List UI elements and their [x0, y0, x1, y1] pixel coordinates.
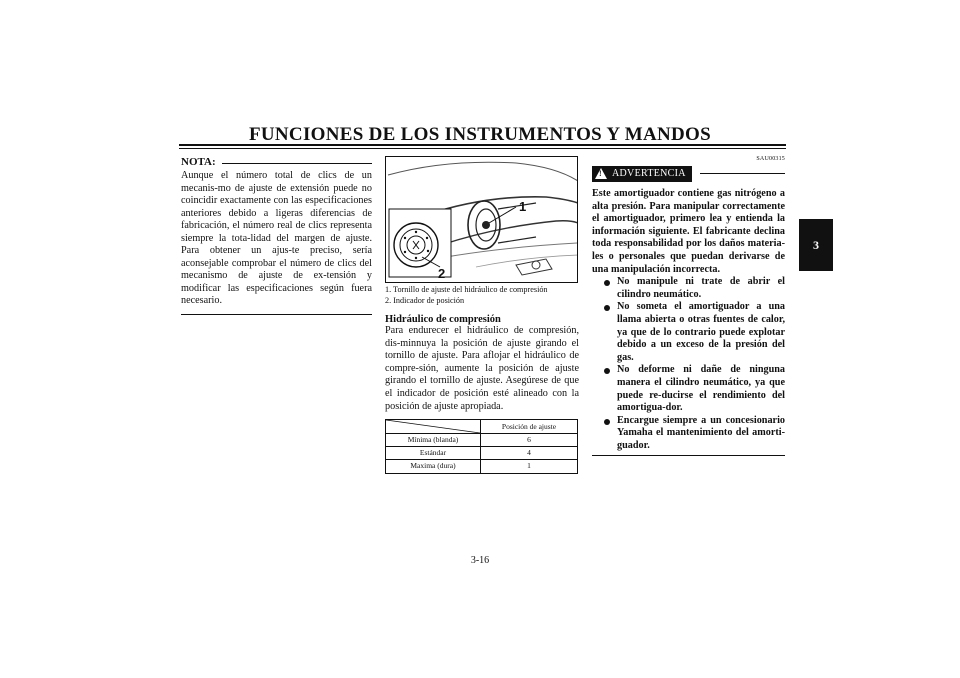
figure-captions — [385, 285, 579, 306]
adjustment-table — [385, 419, 578, 474]
section-title: Hidráulico de compresión — [385, 314, 501, 325]
table-row-rule — [386, 459, 577, 460]
bullet-icon — [604, 280, 610, 286]
warning-bottom-rule — [592, 455, 785, 456]
warning-bullets — [592, 276, 785, 452]
callout-1: 1 — [519, 199, 527, 214]
table-row-rule — [386, 433, 577, 434]
bullet-text: No someta el amortiguador a una llama abierta o otras fuentes de calor, ya que de lo contrario puede explotar debido a un exceso de la presión del gas. — [617, 301, 785, 363]
bullet-text: No deforme ni dañe de ninguna manera el cilindro neumático, ya que puede re-ducirse el rendimiento del amortigua-dor. — [617, 364, 785, 414]
shock-absorber-illustration — [386, 157, 578, 283]
warning-text: Este amortiguador contiene gas nitrógeno a alta presión. Para manipular correctamente el amortiguador, primero lea y entienda la información siguiente. El fabricante declina toda responsabilidad por los daños materia-les o personales que puedan derivarse de una manipulación incorrecta. — [592, 188, 785, 275]
shock-absorber-figure — [385, 156, 578, 283]
table-header: Posición de ajuste — [501, 422, 557, 431]
table-row-label: Estándar — [419, 448, 447, 457]
warning-badge — [592, 166, 692, 182]
list-item — [592, 364, 785, 414]
list-item — [592, 276, 785, 301]
caption-2: 2. Indicador de posición — [385, 295, 465, 305]
bullet-icon — [604, 368, 610, 374]
nota-block — [181, 155, 372, 315]
list-item — [592, 415, 785, 453]
nota-heading-rule — [222, 163, 372, 164]
chapter-tab: 3 — [799, 219, 833, 271]
table-row-value: 6 — [527, 435, 531, 444]
bullet-text: No manipule ni trate de abrir el cilindro neumático. — [617, 276, 785, 300]
table-corner-diagonal — [386, 420, 481, 434]
nota-heading — [181, 155, 372, 169]
reference-code: SAU00315 — [756, 156, 785, 162]
nota-label: NOTA: — [181, 156, 216, 168]
page-number: 3-16 — [470, 555, 490, 566]
section-text: Para endurecer el hidráulico de compresión, dis-minnuya la posición de ajuste girando el tornillo de ajuste. Para aflojar el hidráulico de compre-sión, aumente la posición de ajuste girando el tornillo de ajuste. Asegúrese de que el indicador de posición esté alineado con la posición de ajuste apropiada. — [385, 325, 579, 412]
list-item — [592, 301, 785, 364]
warning-label: ADVERTENCIA — [612, 168, 686, 179]
bullet-icon — [604, 419, 610, 425]
callout-2: 2 — [438, 266, 446, 281]
warning-block — [592, 156, 785, 456]
bullet-text: Encargue siempre a un concesionario Yamaha el mantenimiento del amorti-guador. — [617, 414, 785, 451]
bullet-icon — [604, 305, 610, 311]
table-row-value: 4 — [527, 448, 531, 457]
caption-1: 1. Tornillo de ajuste del hidráulico de compresión — [385, 285, 548, 294]
table-row-rule — [386, 446, 577, 447]
header-rule — [179, 144, 786, 146]
header-rule-thin — [179, 148, 786, 149]
table-row-label: Maxima (dura) — [410, 461, 456, 470]
warning-heading — [592, 165, 785, 182]
nota-text: Aunque el número total de clics de un mecanis-mo de ajuste de extensión puede no coincidir exactamente con las especificaciones anteriores debido a ligeras diferencias de fabricación, el número real de clics representa siempre la tota-lidad del margen de ajuste. Para obtener un ajus-te preciso, sería aconsejable comprobar el número de clics del mecanismo de ajuste de ex-tensión y modificar las especificaciones según fuera necesario. — [181, 170, 372, 306]
warning-heading-rule — [700, 173, 785, 174]
table-row-label: Mínima (blanda) — [407, 435, 459, 444]
warning-triangle-icon: ! — [595, 168, 607, 179]
page-header-title: FUNCIONES DE LOS INSTRUMENTOS Y MANDOS — [248, 124, 712, 145]
compression-column — [385, 156, 579, 413]
nota-bottom-rule — [181, 314, 372, 315]
table-row-value: 1 — [527, 461, 531, 470]
